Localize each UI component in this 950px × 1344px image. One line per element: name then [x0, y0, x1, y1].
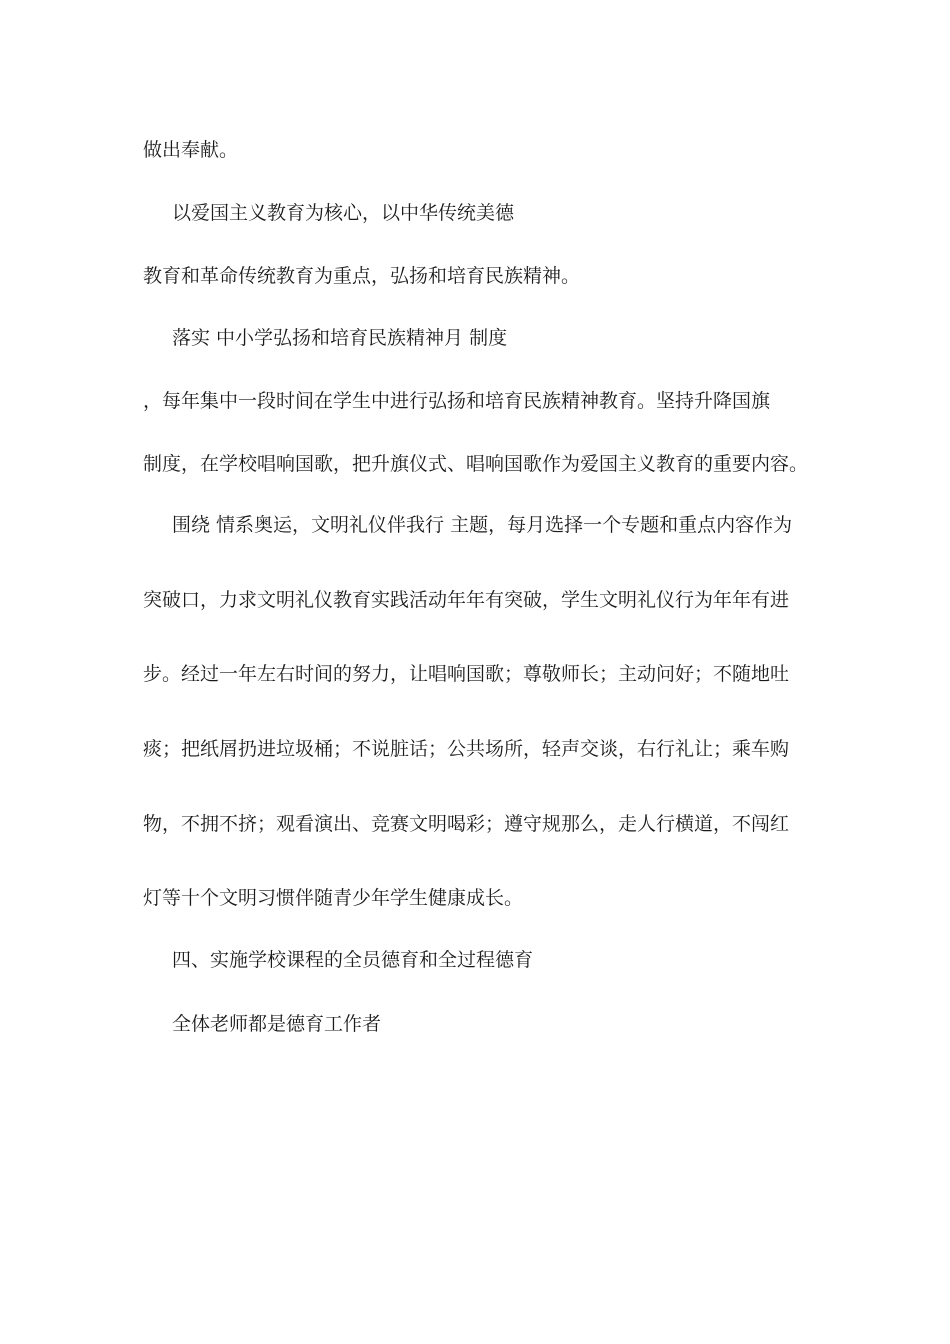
text-line-10: 痰；把纸屑扔进垃圾桶；不说脏话；公共场所，轻声交谈，右行礼让；乘车购	[143, 738, 790, 760]
text-line-8: 突破口，力求文明礼仪教育实践活动年年有突破，学生文明礼仪行为年年有进	[143, 589, 790, 611]
text-line-11: 物，不拥不挤；观看演出、竞赛文明喝彩；遵守规那么，走人行横道，不闯红	[143, 813, 790, 835]
text-line-5: ，每年集中一段时间在学生中进行弘扬和培育民族精神教育。坚持升降国旗	[143, 390, 771, 412]
text-line-3: 教育和革命传统教育为重点，弘扬和培育民族精神。	[143, 265, 581, 287]
section-heading: 四、实施学校课程的全员德育和全过程德育	[172, 949, 534, 971]
text-line-2: 以爱国主义教育为核心，以中华传统美德	[172, 202, 515, 224]
text-line-6: 制度，在学校唱响国歌，把升旗仪式、唱响国歌作为爱国主义教育的重要内容。	[143, 453, 809, 475]
text-line-4: 落实 中小学弘扬和培育民族精神月 制度	[172, 327, 508, 349]
text-line-7: 围绕 情系奥运，文明礼仪伴我行 主题，每月选择一个专题和重点内容作为	[172, 514, 793, 536]
text-line-12: 灯等十个文明习惯伴随青少年学生健康成长。	[143, 887, 524, 909]
text-line-14: 全体老师都是德育工作者	[172, 1013, 382, 1035]
text-line-9: 步。经过一年左右时间的努力，让唱响国歌；尊敬师长；主动问好；不随地吐	[143, 663, 790, 685]
text-line-1: 做出奉献。	[143, 139, 239, 161]
